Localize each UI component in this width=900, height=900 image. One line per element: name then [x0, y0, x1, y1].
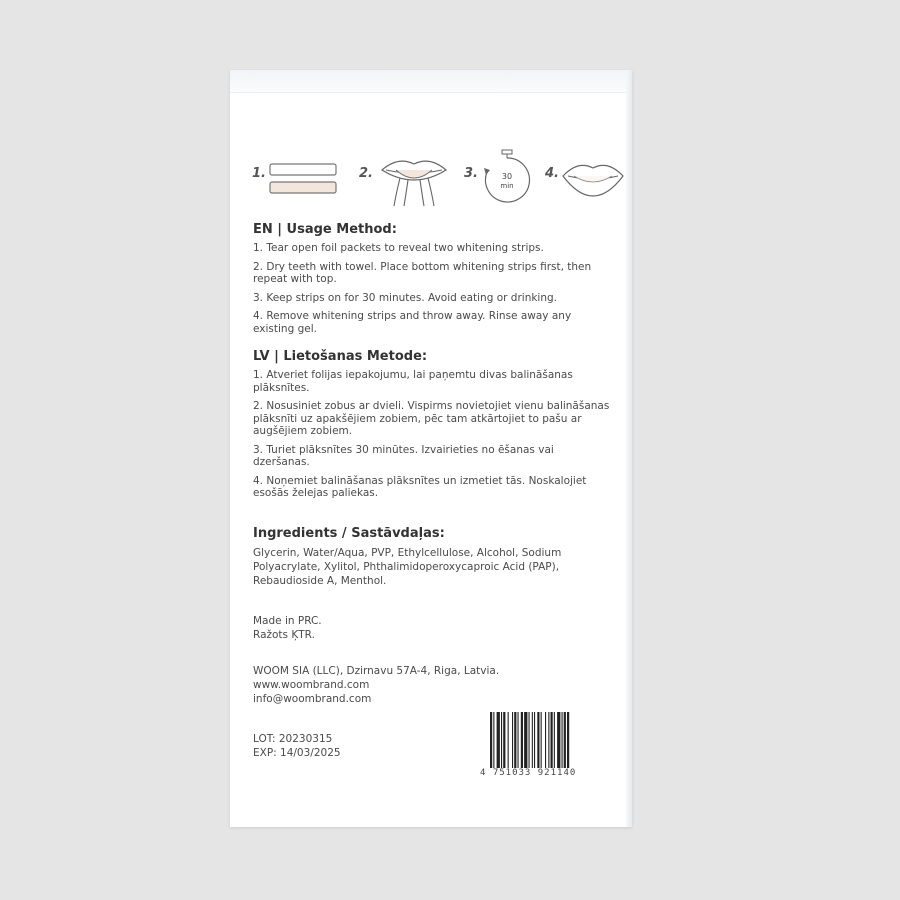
lot-number: LOT: 20230315	[253, 732, 333, 745]
timer-value: 30	[501, 172, 513, 181]
barcode-bar	[512, 712, 513, 768]
barcode-bar	[503, 712, 505, 768]
strip-pair-icon	[268, 158, 338, 198]
barcode-bar	[541, 712, 542, 768]
en-step-1: 1. Tear open foil packets to reveal two whitening strips.	[253, 242, 544, 254]
ingredients-heading: Ingredients / Sastāvdaļas:	[253, 525, 445, 541]
barcode-bar	[545, 712, 546, 768]
company-section	[253, 664, 613, 706]
origin-section	[253, 614, 613, 642]
company-website: www.woombrand.com	[253, 678, 370, 691]
barcode-bar	[554, 712, 555, 768]
barcode-bar	[529, 712, 530, 768]
step-number-3: 3.	[464, 166, 478, 181]
barcode-bar	[493, 712, 494, 768]
barcode-bar	[562, 712, 563, 768]
barcode-bar	[501, 712, 502, 768]
barcode-icon	[488, 710, 608, 775]
step-number-1: 1.	[252, 166, 266, 181]
made-in-en: Made in PRC.	[253, 614, 322, 627]
expiry-date: EXP: 14/03/2025	[253, 746, 341, 759]
barcode-bar	[497, 712, 500, 768]
timer-icon	[480, 148, 534, 206]
usage-steps	[252, 158, 622, 208]
barcode-bar	[551, 712, 553, 768]
barcode-bar	[508, 712, 509, 768]
en-section	[253, 222, 613, 335]
ingredients-text: Glycerin, Water/Aqua, PVP, Ethylcellulose, Alcohol, Sodium Polyacrylate, Xylitol, Phthalimidoperoxycaproic Acid (PAP), Rebaudioside A, Menthol.	[253, 546, 562, 587]
en-step-2: 2. Dry teeth with towel. Place bottom whitening strips first, then repeat with top.	[253, 260, 592, 285]
company-email: info@woombrand.com	[253, 692, 372, 705]
timer-unit: min	[500, 182, 514, 190]
mouth-apply-icon	[374, 150, 454, 210]
barcode-bar	[490, 712, 492, 768]
package-back	[230, 70, 632, 827]
en-step-4: 4. Remove whitening strips and throw away. Rinse away any existing gel.	[253, 310, 572, 335]
package-top-edge	[230, 70, 632, 93]
company-address: WOOM SIA (LLC), Dzirnavu 57A-4, Riga, Latvia.	[253, 664, 500, 677]
lv-heading: LV | Lietošanas Metode:	[253, 349, 428, 364]
lips-icon	[560, 158, 626, 198]
barcode-bar	[524, 712, 527, 768]
barcode-bar	[564, 712, 566, 768]
lv-section	[253, 349, 613, 500]
en-heading: EN | Usage Method:	[253, 222, 397, 237]
step-number-2: 2.	[359, 166, 373, 181]
lv-step-1: 1. Atveriet folijas iepakojumu, lai paņemtu divas balināšanas plāksnītes.	[253, 369, 573, 394]
lv-step-3: 3. Turiet plāksnītes 30 minūtes. Izvairieties no ēšanas vai dzeršanas.	[253, 443, 554, 468]
barcode-bar	[537, 712, 539, 768]
barcode-bar	[518, 712, 519, 768]
package-side-edge	[626, 70, 632, 827]
barcode-bar	[532, 712, 533, 768]
usage-content	[253, 222, 613, 760]
barcode-bar	[567, 712, 569, 768]
ingredients-section	[253, 526, 613, 588]
barcode-bar	[514, 712, 516, 768]
barcode-bar	[534, 712, 535, 768]
barcode-digits: 4 751033 921140	[480, 768, 577, 778]
en-step-3: 3. Keep strips on for 30 minutes. Avoid eating or drinking.	[253, 291, 558, 304]
barcode-bar	[557, 712, 560, 768]
lv-step-4: 4. Noņemiet balināšanas plāksnītes un izmetiet tās. Noskalojiet esošās želejas paliekas.	[253, 474, 587, 499]
barcode-bar	[548, 712, 549, 768]
barcode-bar	[521, 712, 523, 768]
lv-step-2: 2. Nosusiniet zobus ar dvieli. Vispirms novietojiet vienu balināšanas plāksnīti uz apakšējiem zobiem, pēc tam atkārtojiet to pašu ar augšējiem zobiem.	[253, 400, 610, 437]
step-number-4: 4.	[545, 166, 559, 181]
made-in-lv: Ražots ĶTR.	[253, 628, 315, 641]
